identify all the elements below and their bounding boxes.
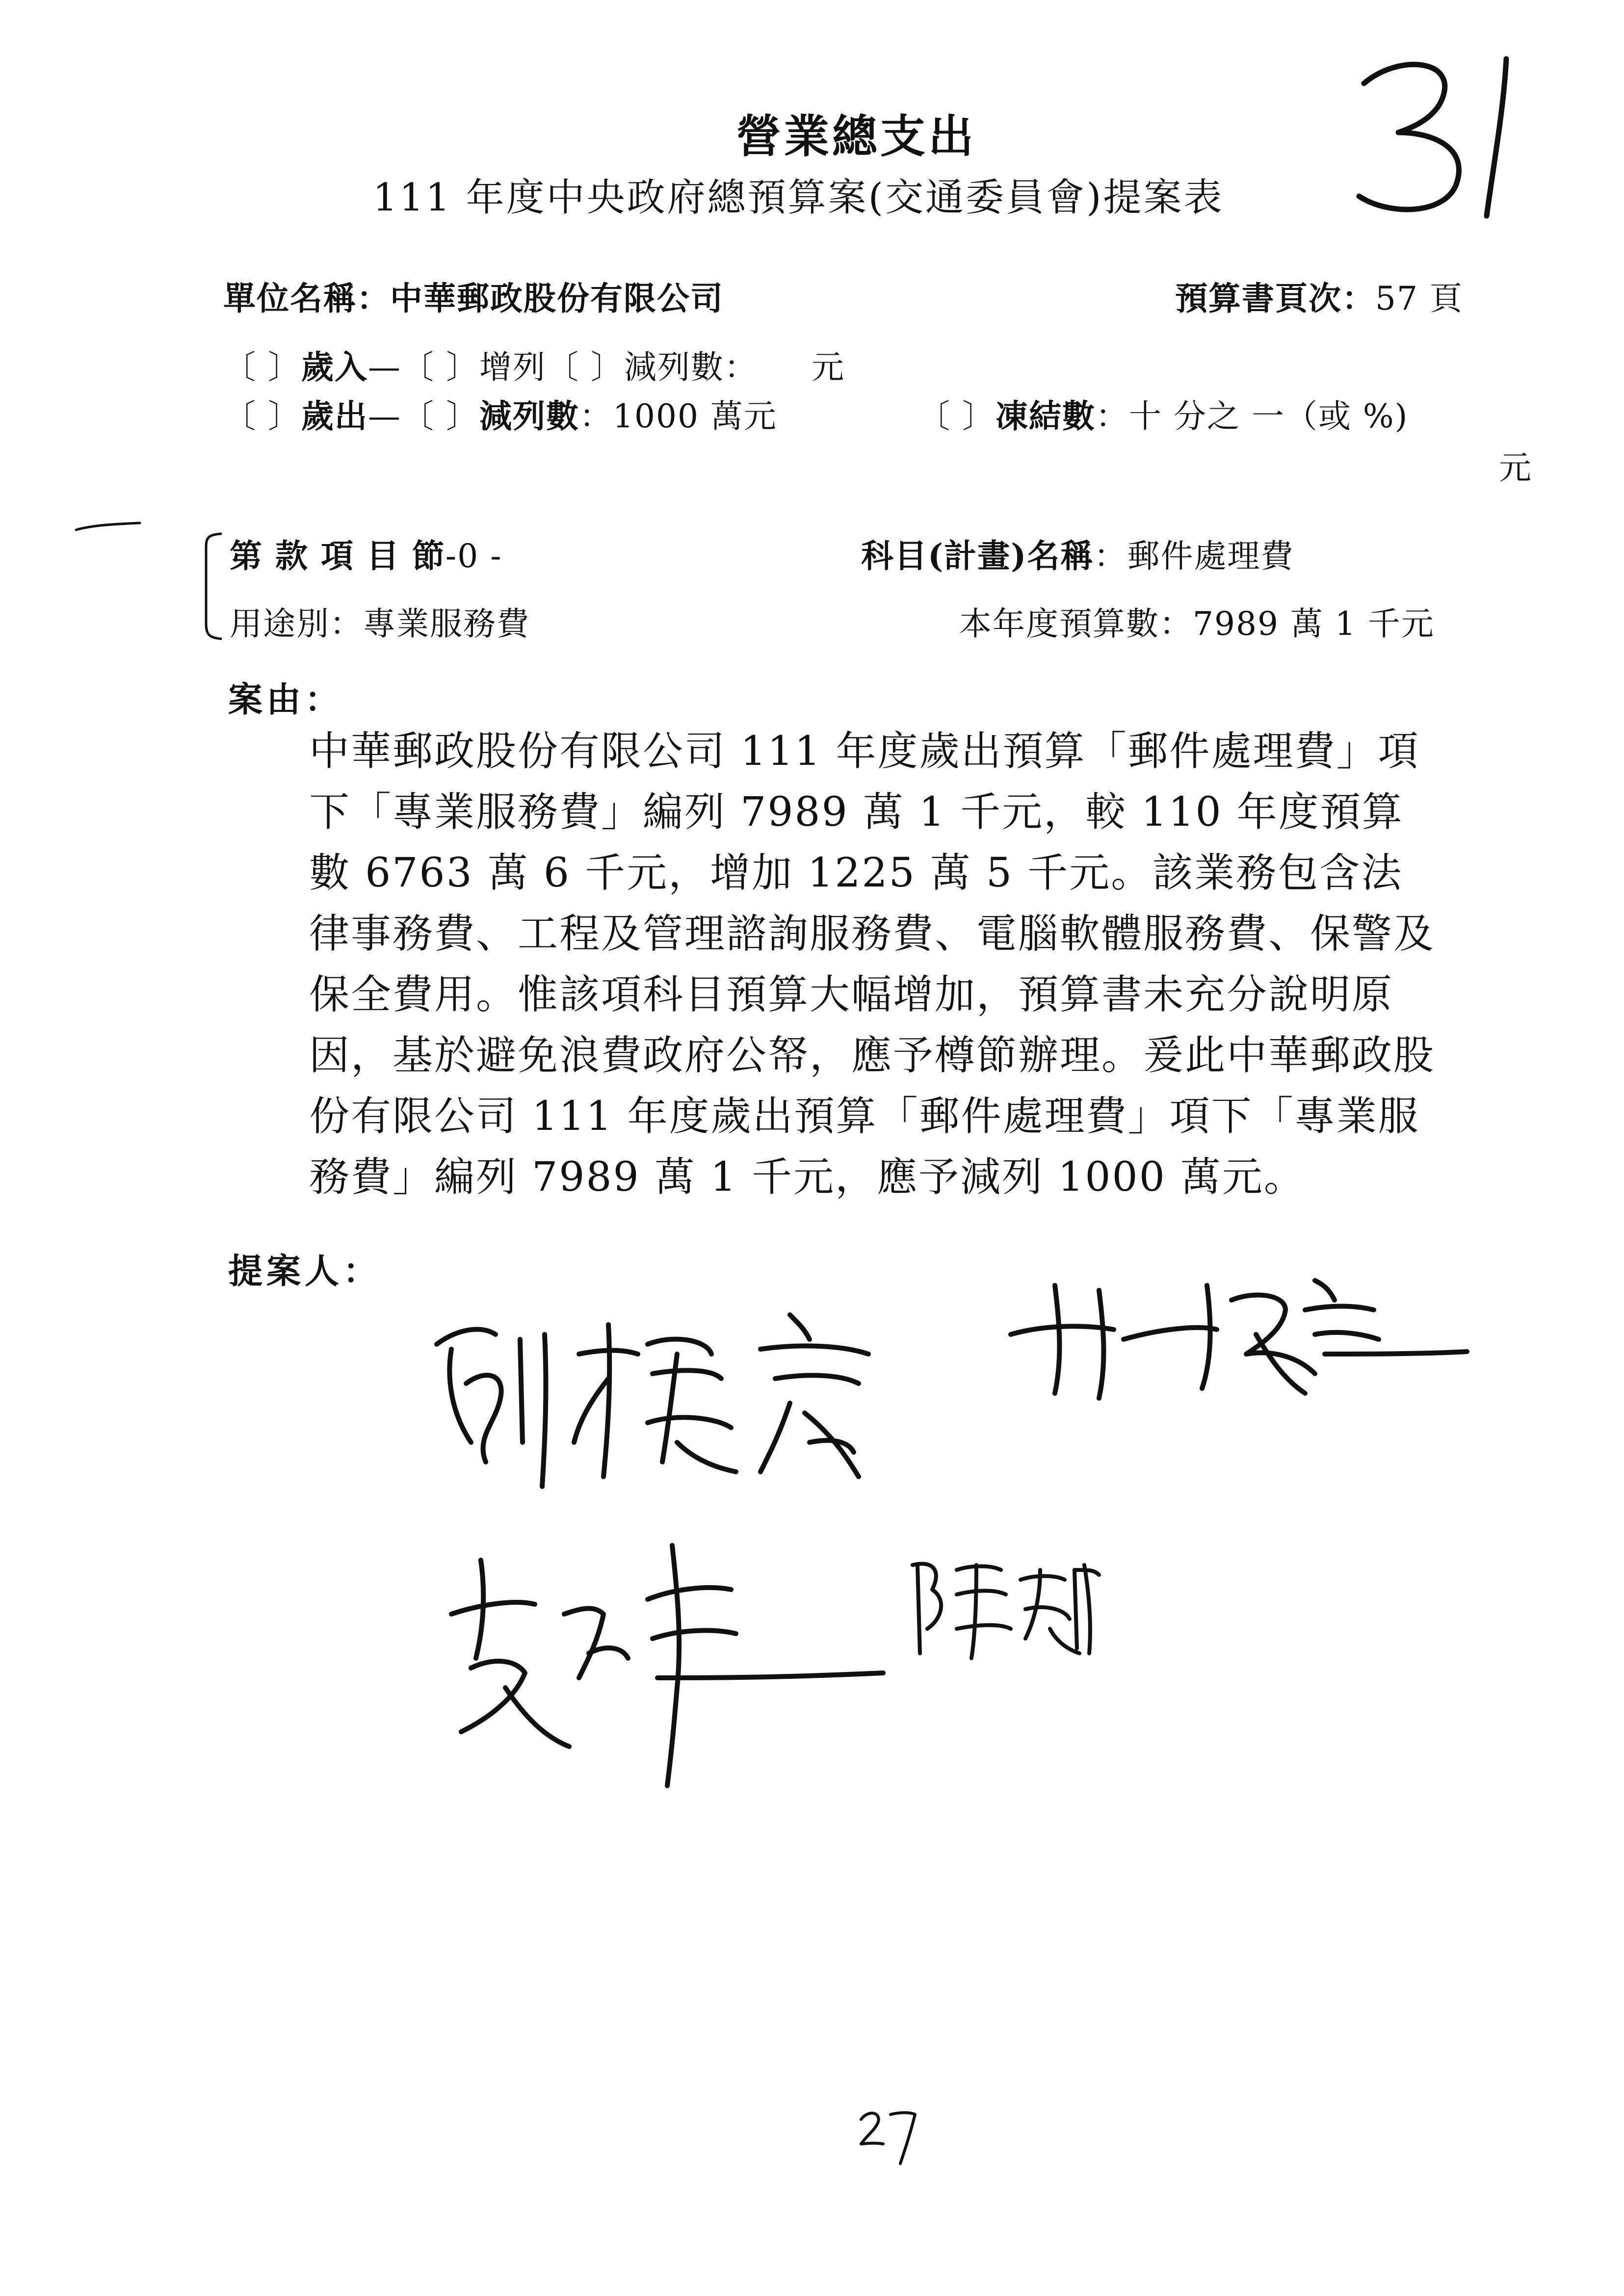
- unit-label: 單位名稱：: [223, 279, 390, 317]
- expense-decrease-label: 減列數: [479, 397, 579, 435]
- signature-3: [442, 1531, 932, 1796]
- revenue-dash: —: [367, 348, 401, 386]
- freeze-line: [917, 390, 1408, 437]
- margin-pen-mark: [74, 520, 142, 535]
- usage-value: 專業服務費: [363, 605, 530, 643]
- revenue-decrease-label: 減列數：: [624, 348, 758, 386]
- handwritten-number-31: [1344, 49, 1550, 226]
- handwritten-page-number: [856, 2100, 920, 2168]
- current-budget-label: 本年度預算數：: [959, 605, 1193, 643]
- increase-checkbox: 〔 〕: [401, 348, 479, 386]
- item-hierarchy-label: 第 款 項 目 節: [230, 537, 445, 575]
- proposer-heading: 提案人：: [228, 1251, 381, 1291]
- expense-decrease-value: ：1000 萬元: [579, 397, 777, 435]
- expense-checkbox: 〔 〕: [223, 397, 301, 435]
- decrease-checkbox: 〔 〕: [546, 348, 624, 386]
- subject-value: ：郵件處理費: [1094, 537, 1294, 575]
- revenue-checkbox: 〔 〕: [223, 348, 301, 386]
- signature-1: [417, 1295, 967, 1501]
- increase-label: 增列: [479, 348, 546, 386]
- freeze-checkbox: 〔 〕: [917, 397, 995, 435]
- subject-label: 科目(計畫)名稱: [861, 537, 1094, 575]
- item-block-bracket: [196, 530, 226, 643]
- signature-4: [903, 1550, 1109, 1668]
- usage-label: 用途別：: [230, 605, 363, 643]
- budget-page-value: 57 頁: [1375, 280, 1463, 317]
- reason-paragraph: 中華郵政股份有限公司 111 年度歲出預算「郵件處理費」項下「專業服務費」編列 7989 萬 1 千元，較 110 年度預算數 6763 萬 6 千元，增加 1225 萬 5 千元。該業務包含法律事務費、工程及管理諮詢服務費、電腦軟體服務費、保警及保全費用。惟該項科目預算大幅增加，預算書未充分說明原因，基於避免浪費政府公帑，應予樽節辦理。爰此中華郵政股份有限公司 111 年度歲出預算「郵件處理費」項下「專業服務費」編列 7989 萬 1 千元，應予減列 1000 萬元。: [309, 728, 1436, 1200]
- current-budget-value: 7989 萬 1 千元: [1193, 605, 1435, 643]
- expense-label: 歲出: [301, 397, 368, 435]
- revenue-unit: 元: [811, 348, 845, 386]
- document-category: 營業總支出: [736, 110, 977, 163]
- budget-page-label: 預算書頁次：: [1175, 279, 1375, 317]
- reason-body: [226, 721, 1442, 1208]
- unit-name: 中華郵政股份有限公司: [390, 279, 724, 317]
- revenue-label: 歲入: [301, 348, 368, 386]
- document-title: 111 年度中央政府總預算案(交通委員會)提案表: [373, 176, 1224, 220]
- expense-dash: —: [367, 397, 401, 435]
- signature-2: [1001, 1256, 1472, 1403]
- expense-line: [223, 390, 777, 437]
- freeze-value: ：十 分之 一（或 %): [1095, 397, 1409, 435]
- item-hierarchy-value: -0 -: [445, 537, 502, 575]
- expense-decrease-checkbox: 〔 〕: [401, 397, 479, 435]
- freeze-trailing-unit: 元: [1499, 449, 1532, 487]
- freeze-label: 凍結數: [995, 397, 1096, 435]
- revenue-line: [223, 341, 845, 388]
- reason-heading: 案由：: [228, 679, 343, 720]
